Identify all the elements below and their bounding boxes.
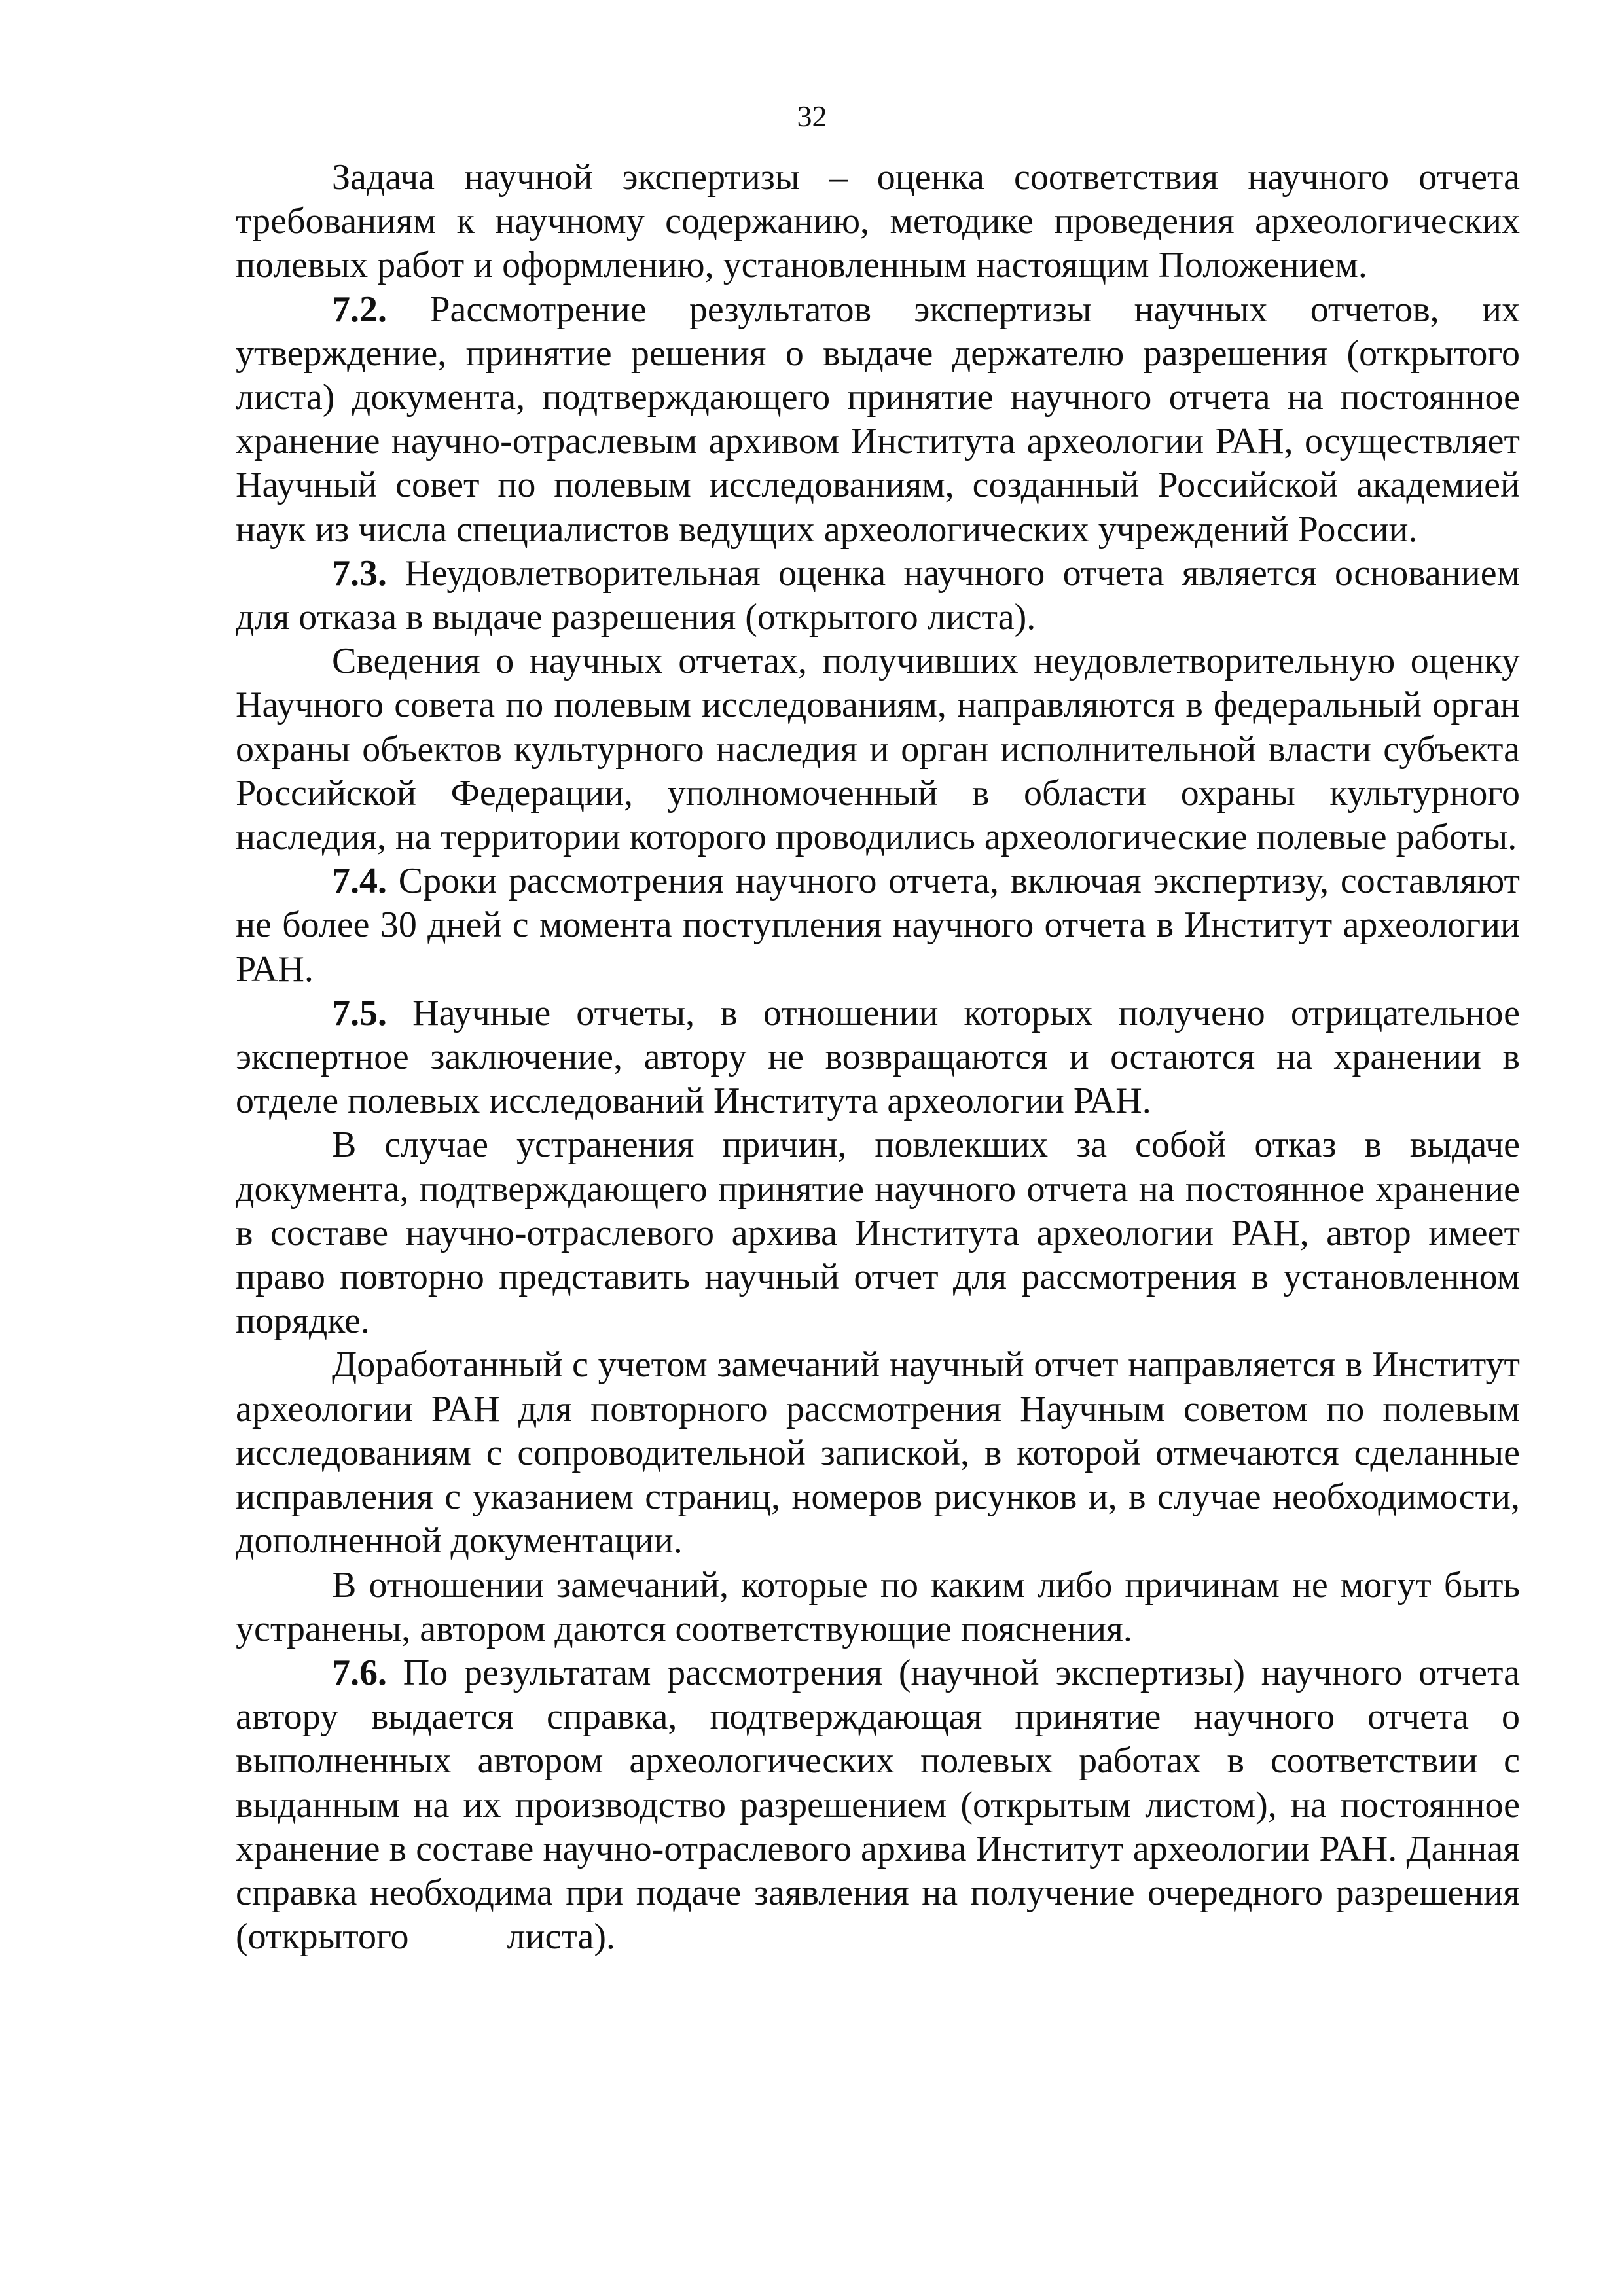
paragraph-7-4: [236, 859, 1520, 992]
paragraph-1: [236, 156, 1520, 288]
paragraph-number: 7.2.: [332, 289, 387, 330]
paragraph-text: Научные отчеты, в отношении которых получено отрицательное экспертное заключение, автору не возвращаются и остаются на хранении в отделе полевых исследований Института археологии РАН.: [236, 992, 1520, 1122]
paragraph-7-5-revised: [236, 1343, 1520, 1563]
paragraph-last-line-part2: листа).: [507, 1916, 615, 1958]
paragraph-7-2: [236, 288, 1520, 552]
paragraph-last-line-part1: получение очередного разрешения (открытого: [236, 1872, 1520, 1958]
paragraph-text: Сроки рассмотрения научного отчета, включая экспертизу, составляют не более 30 дней с момента поступления научного отчета в Институт археологии РАН.: [236, 861, 1520, 990]
paragraph-7-6: [236, 1651, 1520, 1959]
paragraph-number: 7.3.: [332, 552, 387, 594]
paragraph-number: 7.6.: [332, 1652, 387, 1693]
paragraph-text: Задача научной экспертизы – оценка соответствия научного отчета требованиям к научному содержанию, методике проведения археологических полевых работ и оформлению, установленным настоящим Положением.: [236, 157, 1520, 286]
page-number: 32: [797, 99, 827, 133]
paragraph-7-5: [236, 992, 1520, 1124]
paragraph-text: По результатам рассмотрения (научной экспертизы) научного отчета автору выдается справка, подтверждающая принятие научного отчета о выполненных автором археологических полевых работах в соответствии с выданным на их производство разрешением (открытым листом), на постоянное хранение в составе научно-отраслевого архива Институт археологии РАН. Данная справка необходима при подаче заявления на: [236, 1652, 1521, 1913]
paragraph-number: 7.5.: [332, 992, 387, 1033]
paragraph-7-3-details: [236, 639, 1520, 859]
paragraph-text: Неудовлетворительная оценка научного отчета является основанием для отказа в выдаче разрешения (открытого листа).: [236, 552, 1521, 638]
paragraph-text: Сведения о научных отчетах, получивших неудовлетворительную оценку Научного совета по полевым исследованиям, направляются в федеральный орган охраны объектов культурного наследия и орган исполнительной власти субъекта Российской Федерации, уполномоченный в области охраны культурного наследия, на территории которого проводились археологические полевые работы.: [236, 641, 1520, 858]
paragraph-number: 7.4.: [332, 861, 387, 902]
paragraph-text: В случае устранения причин, повлекших за собой отказ в выдаче документа, подтверждающего принятие научного отчета на постоянное хранение в составе научно-отраслевого архива Института археологии РАН, автор имеет право повторно представить научный отчет для рассмотрения в установленном порядке.: [236, 1124, 1520, 1342]
paragraph-7-5-comments: [236, 1564, 1520, 1651]
document-body: [236, 156, 1520, 1959]
paragraph-7-5-resubmit: [236, 1123, 1520, 1343]
paragraph-text: В отношении замечаний, которые по каким либо причинам не могут быть устранены, автором даются соответствующие пояснения.: [236, 1564, 1520, 1649]
paragraph-text: Рассмотрение результатов экспертизы научных отчетов, их утверждение, принятие решения о выдаче держателю разрешения (открытого листа) документа, подтверждающего принятие научного отчета на постоянное хранение научно-отраслевым архивом Института археологии РАН, осуществляет Научный совет по полевым исследованиям, созданный Российской академией наук из числа специалистов ведущих археологических учреждений России.: [236, 289, 1520, 550]
paragraph-text: Доработанный с учетом замечаний научный отчет направляется в Институт археологии РАН для повторного рассмотрения Научным советом по полевым исследованиям с сопроводительной запиской, в которой отмечаются сделанные исправления с указанием страниц, номеров рисунков и, в случае необходимости, дополненной документации.: [236, 1344, 1520, 1562]
paragraph-7-3: [236, 552, 1520, 639]
